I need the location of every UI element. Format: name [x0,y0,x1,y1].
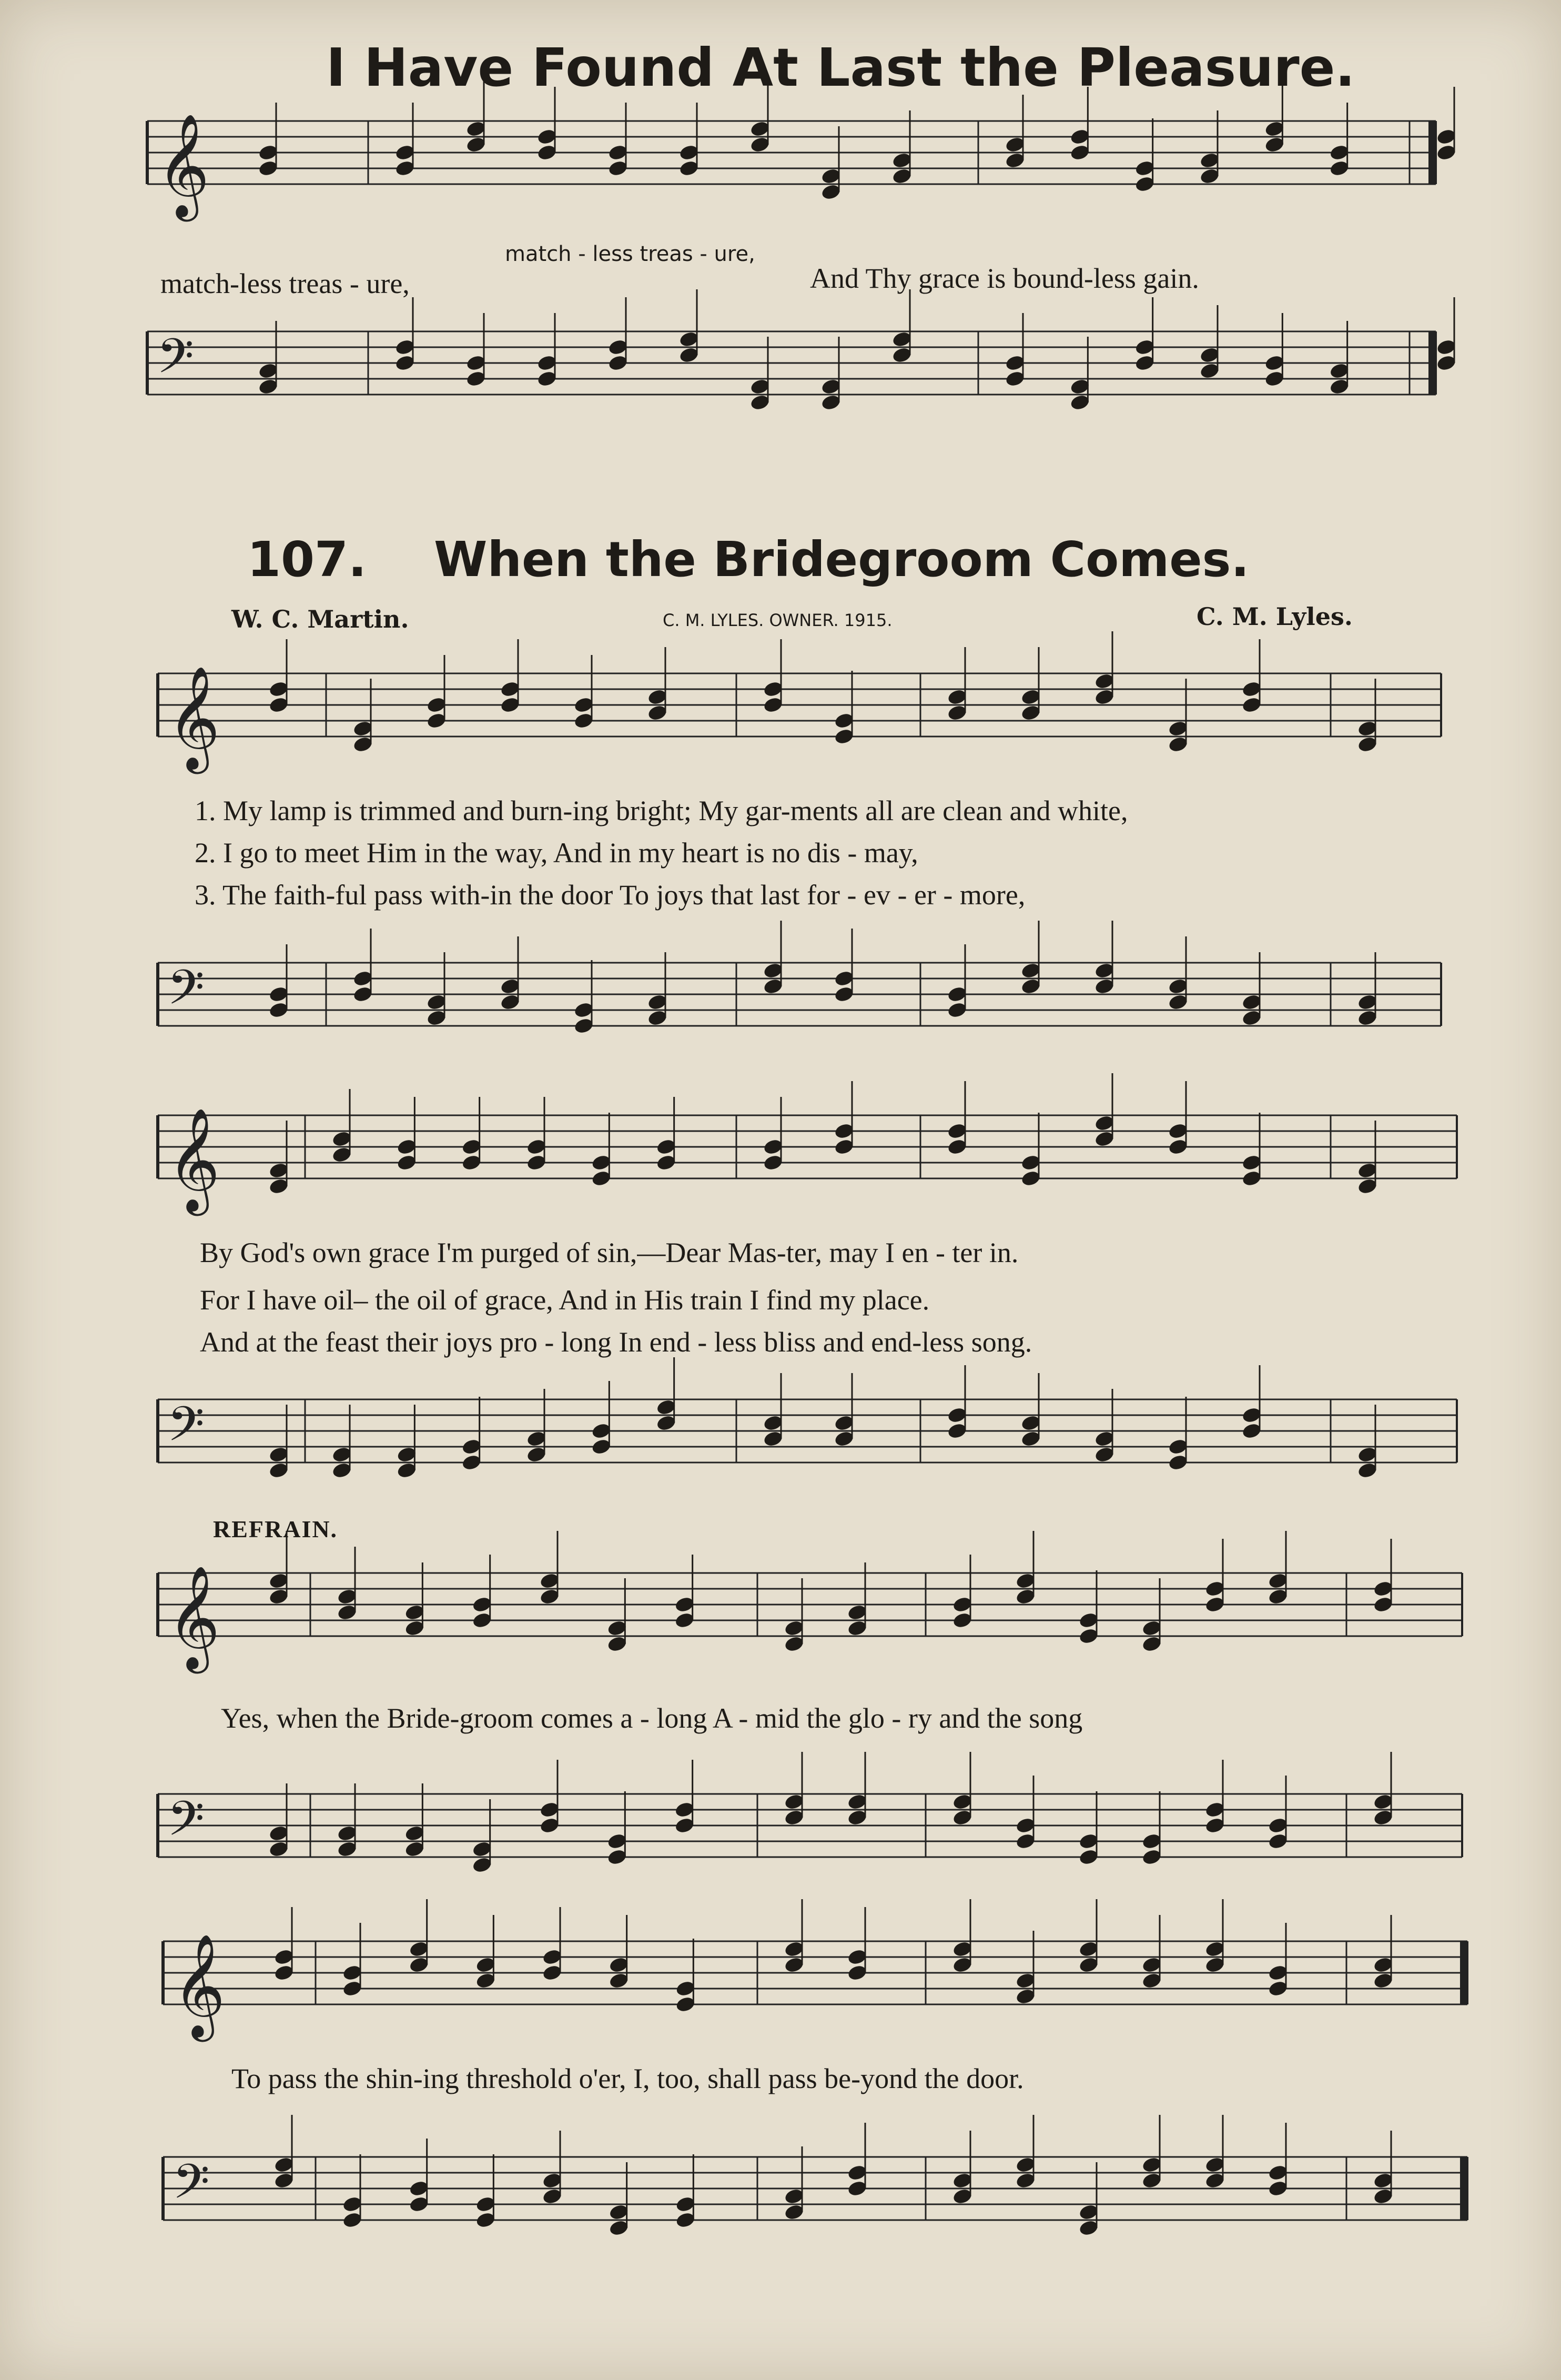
bass-clef-icon: 𝄢 [157,328,194,396]
previous-hymn-title: I Have Found At Last the Pleasure. [326,37,1355,98]
note-heads [273,2115,1394,2237]
verse2-line2: For I have oil– the oil of grace, And in His train I find my place. [200,1284,930,1316]
bass-clef-icon: 𝄢 [167,1791,205,1858]
treble-clef-icon: 𝄞 [167,1565,220,1669]
verse2-line1: 2. I go to meet Him in the way, And in my heart is no dis - may, [195,837,918,869]
copyright-notice: C. M. LYLES. OWNER. 1915. [663,610,893,630]
verse1-line2: By God's own grace I'm purged of sin,—Dear Mas-ter, may I en - ter in. [200,1237,1019,1268]
treble-clef-icon: 𝄞 [157,113,210,217]
bass-clef-icon: 𝄢 [173,2154,210,2221]
verse3-line1: 3. The faith-ful pass with-in the door To joys that last for - ev - er - more, [195,879,1026,911]
verse1-line1: 1. My lamp is trimmed and burn-ing bright; My gar-ments all are clean and white, [195,795,1128,826]
bass-clef-icon: 𝄢 [167,960,205,1027]
previous-hymn-lyric-left: match-less treas - ure, [160,268,410,299]
refrain-line1: Yes, when the Bride-groom comes a - long A - mid the glo - ry and the song [221,1702,1083,1734]
refrain-line2: To pass the shin-ing threshold o'er, I, too, shall pass be-yond the door. [231,2063,1024,2094]
previous-hymn-small-lyric: match - less treas - ure, [505,242,755,266]
music-credit: C. M. Lyles. [1197,602,1353,631]
treble-clef-icon: 𝄞 [167,665,220,770]
verse3-line2: And at the feast their joys pro - long In end - less bliss and end-less song. [200,1326,1032,1358]
hymn-number: 107. [247,531,367,588]
treble-clef-icon: 𝄞 [167,1107,220,1212]
bass-clef-icon: 𝄢 [167,1396,205,1464]
hymn-title: When the Bridegroom Comes. [434,531,1250,588]
refrain-label: REFRAIN. [213,1516,338,1542]
previous-hymn-lyric-right: And Thy grace is bound-less gain. [810,263,1199,294]
words-credit: W. C. Martin. [231,605,409,633]
treble-clef-icon: 𝄞 [173,1933,226,2038]
